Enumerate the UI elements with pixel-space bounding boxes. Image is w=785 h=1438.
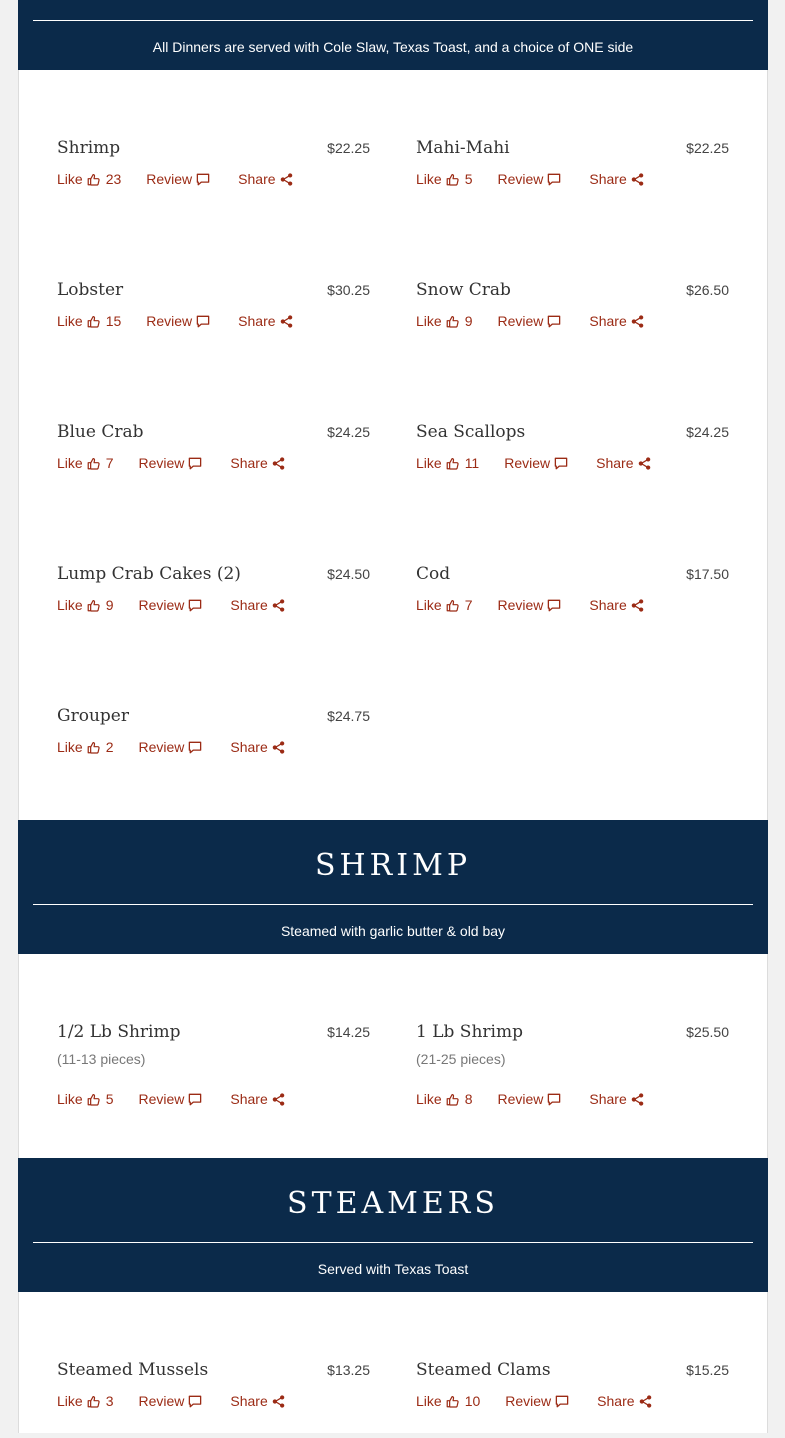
review-label: Review [146,171,193,187]
menu-item [57,278,370,358]
like-label: Like [416,455,442,471]
menu-item [57,136,370,216]
review-button[interactable] [138,739,202,755]
share-button[interactable] [230,455,284,471]
item-price: $22.25 [686,140,729,156]
item-actions [57,1089,285,1109]
thumbs-up-icon [87,457,100,470]
menu-item [57,420,370,500]
item-actions [57,737,285,757]
menu-item [416,1358,729,1438]
item-name: Sea Scallops [416,422,526,442]
item-name: Grouper [57,706,129,726]
like-count: 9 [105,597,114,613]
review-label: Review [497,313,544,329]
like-count: 5 [105,1091,114,1107]
comment-icon [188,1395,202,1408]
like-count: 5 [464,171,473,187]
comment-icon [188,457,202,470]
review-label: Review [504,455,551,471]
review-button[interactable] [505,1393,569,1409]
item-actions [57,595,285,615]
thumbs-up-icon [446,1395,459,1408]
share-icon [272,741,285,754]
comment-icon [554,457,568,470]
share-button[interactable] [589,313,643,329]
share-label: Share [230,739,268,755]
item-actions [416,1089,644,1109]
share-label: Share [589,171,627,187]
share-icon [631,599,644,612]
share-icon [631,173,644,186]
item-name: 1/2 Lb Shrimp [57,1022,181,1042]
item-name: Steamed Mussels [57,1360,209,1380]
item-price: $30.25 [327,282,370,298]
thumbs-up-icon [87,1093,100,1106]
comment-icon [547,315,561,328]
share-icon [639,1395,652,1408]
like-label: Like [416,313,442,329]
section-subtitle: All Dinners are served with Cole Slaw, Texas Toast, and a choice of ONE side [152,39,634,55]
share-button[interactable] [589,1091,643,1107]
review-button[interactable] [138,1091,202,1107]
item-description: (11-13 pieces) [57,1051,146,1067]
review-button[interactable] [146,313,210,329]
item-name: Lobster [57,280,124,300]
item-actions [57,453,285,473]
like-label: Like [57,597,83,613]
item-actions [57,311,293,331]
like-count: 10 [464,1393,481,1409]
share-label: Share [596,455,634,471]
review-button[interactable] [497,597,561,613]
like-button[interactable] [416,1393,480,1409]
share-button[interactable] [596,455,650,471]
share-label: Share [238,171,276,187]
share-icon [272,1395,285,1408]
share-button[interactable] [238,313,292,329]
item-actions [416,1391,652,1411]
item-actions [416,595,644,615]
share-icon [280,315,293,328]
review-label: Review [497,171,544,187]
item-price: $26.50 [686,282,729,298]
item-price: $25.50 [686,1024,729,1040]
like-label: Like [416,171,442,187]
review-button[interactable] [497,171,561,187]
thumbs-up-icon [87,173,100,186]
review-label: Review [138,597,185,613]
like-button[interactable] [416,1091,472,1107]
menu-item [57,1020,370,1107]
section-divider [33,20,753,21]
share-icon [272,457,285,470]
like-label: Like [57,313,83,329]
menu-item [416,278,729,358]
like-count: 9 [464,313,473,329]
like-label: Like [57,171,83,187]
item-name: Blue Crab [57,422,144,442]
share-button[interactable] [230,1393,284,1409]
like-count: 15 [105,313,122,329]
item-actions [416,169,644,189]
review-button[interactable] [504,455,568,471]
like-button[interactable] [57,739,113,755]
share-label: Share [589,313,627,329]
like-count: 7 [464,597,473,613]
like-label: Like [57,1393,83,1409]
item-price: $14.25 [327,1024,370,1040]
comment-icon [547,173,561,186]
comment-icon [555,1395,569,1408]
share-button[interactable] [230,739,284,755]
like-button[interactable] [57,1091,113,1107]
comment-icon [188,599,202,612]
item-actions [57,1391,285,1411]
review-label: Review [138,739,185,755]
share-label: Share [230,597,268,613]
item-name: Steamed Clams [416,1360,551,1380]
share-icon [631,1093,644,1106]
review-button[interactable] [138,455,202,471]
share-icon [280,173,293,186]
item-price: $24.50 [327,566,370,582]
thumbs-up-icon [87,1395,100,1408]
like-button[interactable] [57,597,113,613]
section-subtitle: Served with Texas Toast [317,1261,469,1277]
item-price: $24.25 [327,424,370,440]
thumbs-up-icon [446,1093,459,1106]
thumbs-up-icon [87,741,100,754]
review-button[interactable] [138,597,202,613]
share-button[interactable] [597,1393,651,1409]
item-description: (21-25 pieces) [416,1051,506,1067]
menu-item [416,420,729,500]
item-price: $17.50 [686,566,729,582]
like-label: Like [416,1091,442,1107]
like-count: 11 [464,455,480,471]
thumbs-up-icon [446,457,459,470]
like-button[interactable] [57,313,121,329]
like-count: 2 [105,739,114,755]
share-label: Share [230,455,268,471]
like-button[interactable] [416,455,479,471]
review-label: Review [138,455,185,471]
share-label: Share [589,1091,627,1107]
item-actions [57,169,293,189]
like-label: Like [57,1091,83,1107]
menu-item [57,704,370,784]
like-label: Like [416,1393,442,1409]
like-label: Like [57,455,83,471]
menu-item [416,562,729,642]
menu-item [416,1020,729,1107]
item-price: $22.25 [327,140,370,156]
review-button[interactable] [497,1091,561,1107]
comment-icon [188,1093,202,1106]
item-name: Mahi-Mahi [416,138,510,158]
item-name: Snow Crab [416,280,511,300]
review-label: Review [497,1091,544,1107]
section-title: SHRIMP [314,848,472,883]
like-label: Like [416,597,442,613]
section-subtitle: Steamed with garlic butter & old bay [280,923,506,939]
review-button[interactable] [497,313,561,329]
comment-icon [547,1093,561,1106]
share-label: Share [230,1091,268,1107]
share-label: Share [589,597,627,613]
share-icon [631,315,644,328]
item-name: Lump Crab Cakes (2) [57,564,241,584]
share-label: Share [238,313,276,329]
comment-icon [547,599,561,612]
dinners-section-header [18,0,768,70]
comment-icon [196,315,210,328]
item-name: 1 Lb Shrimp [416,1022,523,1042]
review-label: Review [138,1393,185,1409]
review-label: Review [138,1091,185,1107]
like-button[interactable] [57,455,113,471]
comment-icon [188,741,202,754]
like-label: Like [57,739,83,755]
steamers-section-header [18,1158,768,1292]
item-actions [416,311,644,331]
shrimp-section-header [18,820,768,954]
like-button[interactable] [416,597,472,613]
section-divider [33,904,753,905]
section-divider [33,1242,753,1243]
like-count: 7 [105,455,114,471]
thumbs-up-icon [446,599,459,612]
share-button[interactable] [230,597,284,613]
item-price: $13.25 [327,1362,370,1378]
menu-item [416,136,729,216]
review-label: Review [497,597,544,613]
like-count: 3 [105,1393,114,1409]
item-actions [416,453,651,473]
review-button[interactable] [146,171,210,187]
item-price: $24.25 [686,424,729,440]
like-button[interactable] [416,313,472,329]
section-title: STEAMERS [287,1186,499,1221]
item-price: $24.75 [327,708,370,724]
share-icon [272,599,285,612]
share-label: Share [230,1393,268,1409]
review-label: Review [146,313,193,329]
share-label: Share [597,1393,635,1409]
like-count: 8 [464,1091,473,1107]
item-price: $15.25 [686,1362,729,1378]
share-button[interactable] [238,171,292,187]
like-count: 23 [105,171,122,187]
share-button[interactable] [589,597,643,613]
review-label: Review [505,1393,552,1409]
like-button[interactable] [416,171,472,187]
share-icon [638,457,651,470]
menu-item [57,1358,370,1438]
review-button[interactable] [138,1393,202,1409]
thumbs-up-icon [87,599,100,612]
item-name: Shrimp [57,138,121,158]
thumbs-up-icon [446,315,459,328]
share-button[interactable] [589,171,643,187]
thumbs-up-icon [446,173,459,186]
menu-item [57,562,370,642]
share-button[interactable] [230,1091,284,1107]
thumbs-up-icon [87,315,100,328]
like-button[interactable] [57,171,121,187]
like-button[interactable] [57,1393,113,1409]
item-name: Cod [416,564,451,584]
comment-icon [196,173,210,186]
share-icon [272,1093,285,1106]
